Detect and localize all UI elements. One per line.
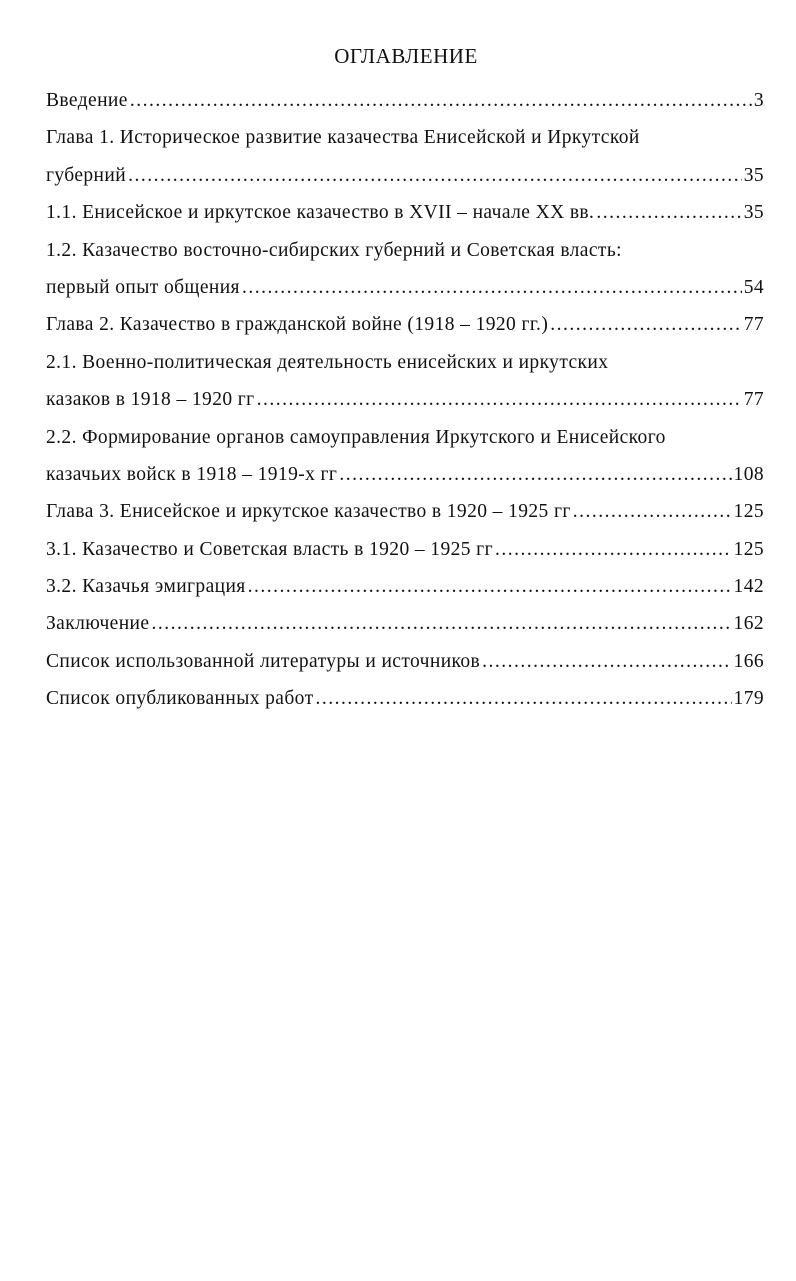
toc-entry-line	[46, 456, 764, 493]
toc-entry-text: первый опыт общения	[46, 276, 240, 298]
toc-page-number: 125	[733, 538, 764, 560]
toc-entry-line	[46, 493, 764, 530]
toc-page-number: 35	[743, 164, 764, 186]
toc-entry-line	[46, 269, 764, 306]
toc-entry-line	[46, 119, 764, 156]
toc-entry-line	[46, 232, 764, 269]
toc-page-number: 77	[743, 314, 764, 336]
toc-entry-text: 1.1. Енисейское и иркутское казачество в XVII – начале XX вв.	[46, 202, 595, 224]
dot-leader	[316, 680, 732, 717]
toc-page-number: 142	[733, 576, 764, 598]
toc-entry-text: Глава 3. Енисейское и иркутское казачество в 1920 – 1925 гг	[46, 501, 571, 523]
toc-page-number: 77	[743, 389, 764, 411]
toc-entry-text: Список использованной литературы и источников	[46, 650, 481, 672]
toc-page-number: 3	[753, 90, 764, 111]
toc-page-number: 108	[733, 463, 764, 485]
dot-leader	[550, 306, 741, 343]
toc-entry-line	[46, 82, 764, 119]
dot-leader	[495, 531, 732, 568]
toc-entry-text: Глава 2. Казачество в гражданской войне (1918 – 1920 гг.)	[46, 314, 549, 336]
dot-leader	[128, 157, 742, 194]
toc-entry-text: 1.2. Казачество восточно-сибирских губерний и Советская власть:	[46, 239, 622, 261]
toc-entry-line	[46, 194, 764, 231]
dot-leader	[257, 381, 742, 418]
toc-entry-text: 2.1. Военно-политическая деятельность енисейских и иркутских	[46, 351, 609, 373]
toc-page-number: 125	[733, 501, 764, 523]
toc-title: ОГЛАВЛЕНИЕ	[334, 44, 478, 68]
dot-leader	[339, 456, 731, 493]
toc-entry-text: казачьих войск в 1918 – 1919-х гг	[46, 463, 338, 485]
toc-entry-text: казаков в 1918 – 1920 гг	[46, 389, 255, 411]
dot-leader	[151, 605, 731, 642]
toc-entry-line	[46, 344, 764, 381]
toc-entry-text: 2.2. Формирование органов самоуправления Иркутского и Енисейского	[46, 426, 666, 448]
dot-leader	[573, 493, 732, 530]
toc-entry-line	[46, 531, 764, 568]
table-of-contents	[46, 82, 764, 718]
dot-leader	[130, 82, 752, 119]
toc-entry-text: Глава 1. Историческое развитие казачества Енисейской и Иркутской	[46, 127, 640, 149]
toc-entry-line	[46, 568, 764, 605]
toc-entry-text: 3.1. Казачество и Советская власть в 1920 – 1925 гг	[46, 538, 493, 560]
toc-entry-text: Список опубликованных работ	[46, 688, 314, 710]
toc-entry-text: Заключение	[46, 613, 150, 635]
dot-leader	[242, 269, 742, 306]
toc-entry-line	[46, 419, 764, 456]
toc-page-number: 179	[733, 688, 764, 710]
toc-entry-line	[46, 381, 764, 418]
toc-page-number: 162	[733, 613, 764, 635]
toc-entry-text: губерний	[46, 164, 127, 186]
toc-page-number: 54	[743, 276, 764, 298]
dot-leader	[482, 643, 731, 680]
toc-page-number: 35	[743, 202, 764, 224]
toc-entry-line	[46, 605, 764, 642]
toc-entry-line	[46, 306, 764, 343]
dot-leader	[248, 568, 732, 605]
toc-entry-line	[46, 680, 764, 717]
toc-entry-text: Введение	[46, 90, 128, 111]
toc-entry-line	[46, 643, 764, 680]
dot-leader	[596, 194, 741, 231]
toc-entry-line	[46, 157, 764, 194]
toc-entry-text: 3.2. Казачья эмиграция	[46, 576, 246, 598]
toc-page-number: 166	[733, 650, 764, 672]
